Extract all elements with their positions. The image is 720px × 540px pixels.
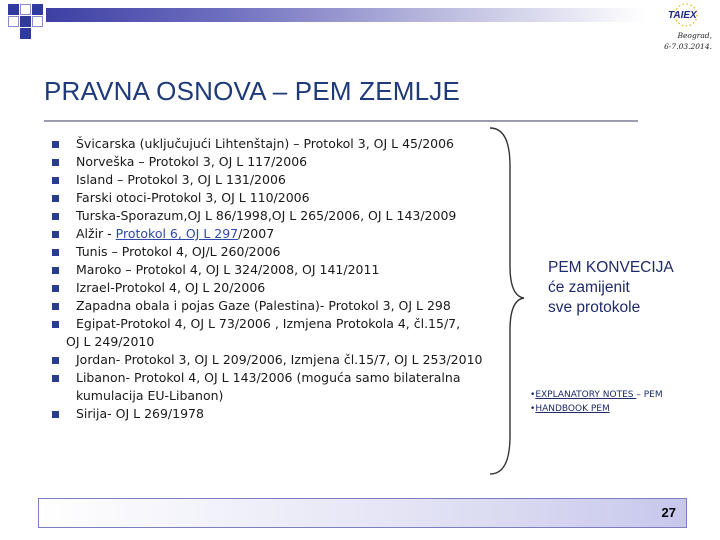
references <box>530 388 663 416</box>
konv-line: PEM KONVECIJA <box>548 259 674 276</box>
list-item <box>52 405 492 423</box>
decor-square <box>20 16 31 27</box>
footer-bar <box>38 498 687 528</box>
bullet-icon <box>52 177 59 184</box>
right-brace-icon <box>488 126 528 476</box>
list-item <box>52 279 492 297</box>
list-item <box>52 297 492 315</box>
slide-title: PRAVNA OSNOVA – PEM ZEMLJE <box>44 76 461 106</box>
bullet-icon <box>52 411 59 418</box>
decor-square <box>20 28 31 39</box>
date: 6-7.03.2014. <box>664 42 712 51</box>
list-item <box>52 369 492 405</box>
taiex-logo <box>664 2 708 28</box>
bullet-icon <box>52 213 59 220</box>
page-number: 27 <box>661 505 676 520</box>
item-text: Sirija- OJ L 269/1978 <box>76 406 204 421</box>
list-item <box>52 243 492 261</box>
handbook-link[interactable]: HANDBOOK PEM <box>535 404 610 414</box>
item-text: Egipat-Protokol 4, OJ L 73/2006 , Izmjena Protokola 4, čl.15/7, <box>76 316 461 331</box>
country-list <box>52 135 492 423</box>
item-text: Island – Protokol 3, OJ L 131/2006 <box>76 172 286 187</box>
location: Beograd, <box>677 31 712 40</box>
decor-square <box>8 4 19 15</box>
list-item <box>52 171 492 189</box>
ref-item: •EXPLANATORY NOTES – PEM <box>530 390 663 400</box>
bullet-icon <box>52 231 59 238</box>
item-text: Norveška – Protokol 3, OJ L 117/2006 <box>76 154 308 169</box>
logo-text: TAIEX <box>668 10 697 21</box>
list-item <box>52 351 492 369</box>
item-text: Tunis – Protokol 4, OJ/L 260/2006 <box>76 244 281 259</box>
protokol-link[interactable]: Protokol 6, OJ L 297 <box>115 226 239 241</box>
list-item <box>52 153 492 171</box>
konvencija-note <box>548 258 674 318</box>
konv-line: sve protokole <box>548 299 641 316</box>
decor-square <box>32 16 43 27</box>
bullet-icon <box>52 195 59 202</box>
bullet-icon <box>52 303 59 310</box>
bullet-icon <box>52 321 59 328</box>
bullet-icon <box>52 285 59 292</box>
decor-square <box>20 4 31 15</box>
decor-square <box>8 16 19 27</box>
bullet-icon <box>52 267 59 274</box>
item-text: Turska-Sporazum,OJ L 86/1998,OJ L 265/2006, OJ L 143/2009 <box>76 208 457 223</box>
bullet-icon <box>52 375 59 382</box>
bullet-icon <box>52 249 59 256</box>
bullet-icon <box>52 159 59 166</box>
list-item <box>52 225 492 243</box>
item-text: Maroko – Protokol 4, OJ L 324/2008, OJ 141/2011 <box>76 262 380 277</box>
item-text: Libanon- Protokol 4, OJ L 143/2006 (moguća samo bilateralna kumulacija EU-Libanon) <box>76 370 461 403</box>
explanatory-notes-link[interactable]: EXPLANATORY NOTES <box>535 390 637 400</box>
ref-rest: – PEM <box>636 390 663 400</box>
list-item <box>52 207 492 225</box>
bullet-icon <box>52 141 59 148</box>
item-text: Alžir - <box>76 226 116 241</box>
bullet-icon <box>52 357 59 364</box>
konv-line: će zamijenit <box>548 279 630 296</box>
item-text: Zapadna obala i pojas Gaze (Palestina)- Protokol 3, OJ L 298 <box>76 298 451 313</box>
list-item <box>52 315 492 351</box>
item-text: Jordan- Protokol 3, OJ L 209/2006, Izmjena čl.15/7, OJ L 253/2010 <box>76 352 483 367</box>
list-item <box>52 261 492 279</box>
item-text: Farski otoci-Protokol 3, OJ L 110/2006 <box>76 190 310 205</box>
list-item <box>52 189 492 207</box>
decor-square <box>32 4 43 15</box>
header-gradient-bar <box>46 8 646 22</box>
item-continuation: OJ L 249/2010 <box>66 334 155 349</box>
list-item <box>52 135 492 153</box>
item-text: Izrael-Protokol 4, OJ L 20/2006 <box>76 280 266 295</box>
ref-item: •HANDBOOK PEM <box>530 404 610 414</box>
title-divider <box>44 120 638 122</box>
item-text: Švicarska (uključujući Lihtenštajn) – Protokol 3, OJ L 45/2006 <box>76 136 455 151</box>
location-date <box>664 30 712 52</box>
item-text: /2007 <box>238 226 275 241</box>
